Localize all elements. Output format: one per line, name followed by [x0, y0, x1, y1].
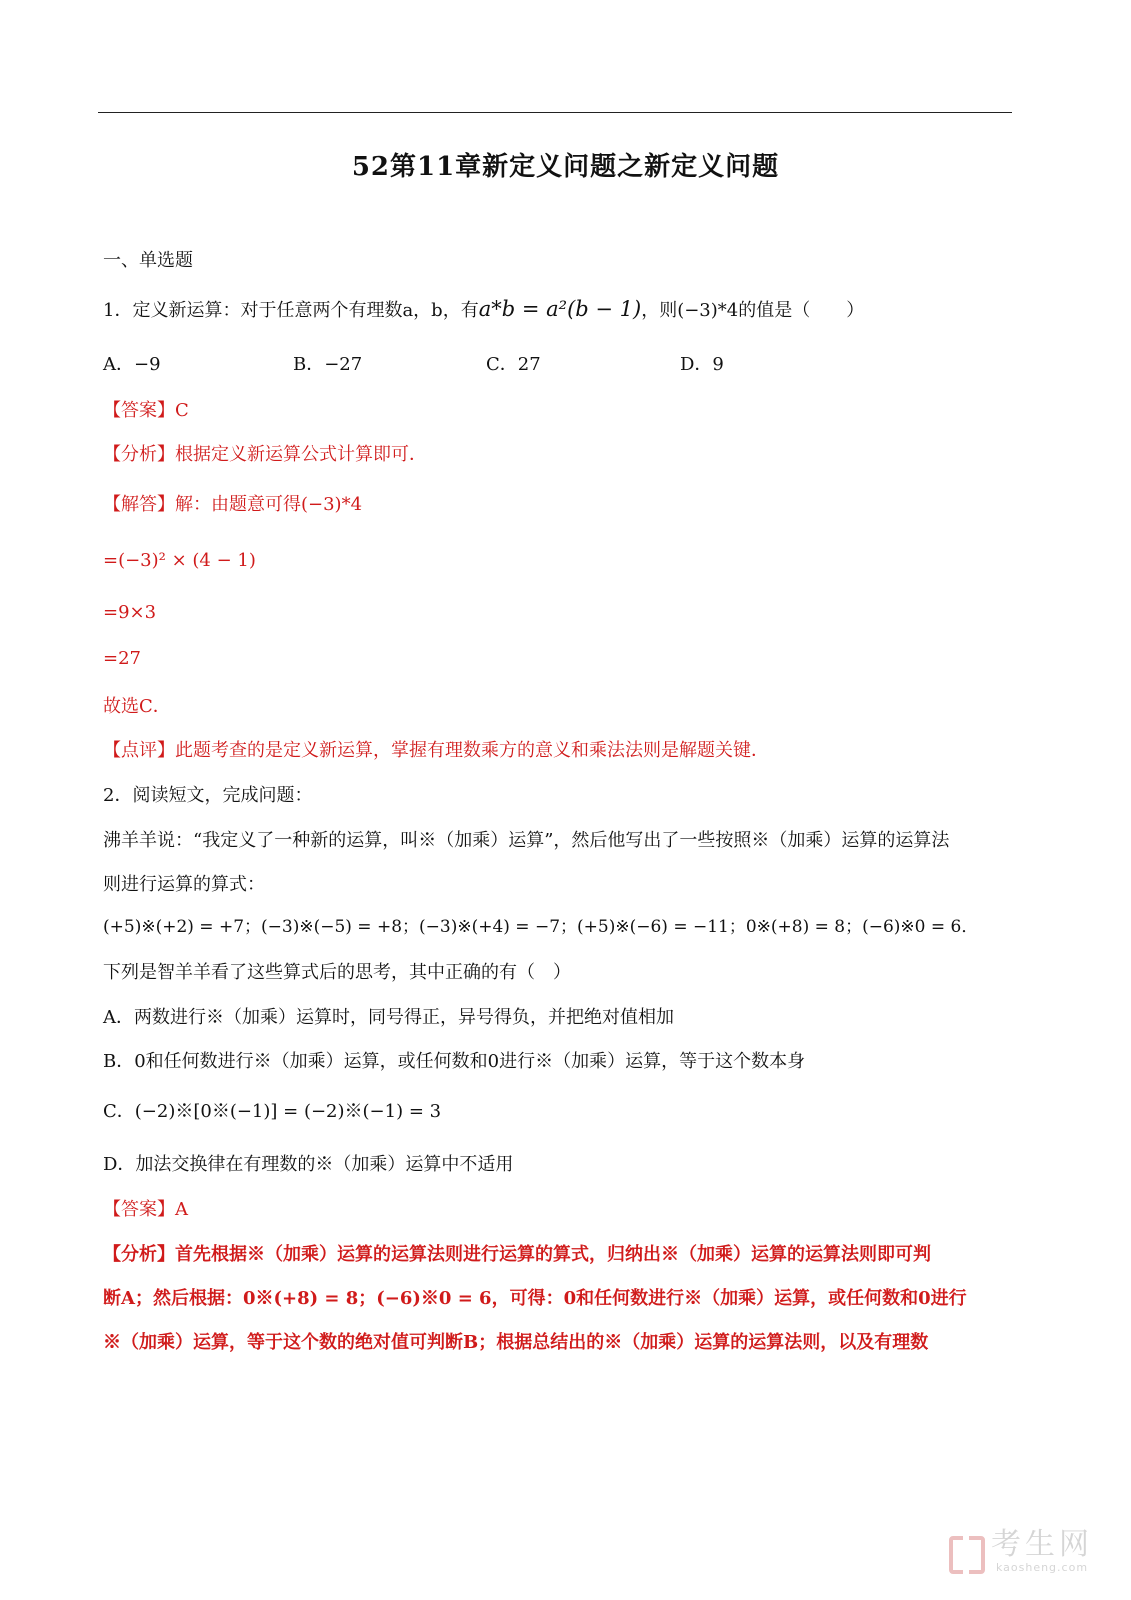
- q1-option-d: D．9: [680, 354, 724, 375]
- q2-option-a: A．两数进行※（加乘）运算时，同号得正，异号得负，并把绝对值相加: [103, 1007, 674, 1028]
- q2-para-1: 沸羊羊说：“我定义了一种新的运算，叫※（加乘）运算”，然后他写出了一些按照※（加乘）运算的运算法: [103, 830, 950, 851]
- header-rule: [98, 112, 1012, 113]
- q1-solution: 【解答】解：由题意可得(−3)*4: [103, 494, 363, 515]
- q2-question: 下列是智羊羊看了这些算式后的思考，其中正确的有（ ）: [103, 962, 571, 983]
- q2-stem: 2．阅读短文，完成问题：: [103, 785, 313, 806]
- q1-formula: a*b = a²(b − 1): [478, 297, 642, 321]
- q2-answer: 【答案】A: [103, 1199, 188, 1220]
- q1-option-c: C．27: [486, 354, 541, 375]
- q1-analysis: 【分析】根据定义新运算公式计算即可．: [103, 444, 427, 465]
- q1-step-2: =9×3: [103, 602, 157, 623]
- watermark-text: [991, 1529, 1093, 1574]
- page-title: 52第11章新定义问题之新定义问题: [351, 152, 780, 182]
- watermark: [949, 1529, 1093, 1574]
- q1-option-b: B．−27: [293, 354, 363, 375]
- q1-stem-text: 1．定义新运算：对于任意两个有理数a，b，有: [103, 300, 479, 321]
- q1-stem-tail: ，则(−3)*4的值是（ ）: [641, 300, 865, 321]
- watermark-url: kaosheng.com: [995, 1561, 1089, 1574]
- q2-analysis-line-2: 断A；然后根据：0※(+8) = 8；(−6)※0 = 6，可得：0和任何数进行※（加乘）运算，或任何数和0进行: [103, 1288, 967, 1309]
- q2-analysis-line-3: ※（加乘）运算，等于这个数的绝对值可判断B；根据总结出的※（加乘）运算的运算法则，以及有理数: [103, 1332, 929, 1353]
- watermark-logo-icon: [949, 1536, 985, 1574]
- q1-option-a: A．−9: [103, 354, 161, 375]
- q2-option-d: D．加法交换律在有理数的※（加乘）运算中不适用: [103, 1154, 514, 1175]
- q1-step-1: =(−3)² × (4 − 1): [103, 550, 256, 571]
- q1-step-4: 故选C．: [103, 696, 171, 717]
- q1-step-3: =27: [103, 648, 141, 669]
- q2-option-c: C．(−2)※[0※(−1)] = (−2)※(−1) = 3: [103, 1101, 442, 1122]
- q1-answer: 【答案】C: [103, 400, 189, 421]
- q2-para-2: 则进行运算的算式：: [103, 874, 265, 895]
- section-heading: 一、单选题: [103, 250, 193, 271]
- q1-stem: [103, 296, 864, 322]
- watermark-name: 考生网: [991, 1527, 1093, 1562]
- q1-comment: 【点评】此题考查的是定义新运算，掌握有理数乘方的意义和乘法法则是解题关键．: [103, 740, 769, 761]
- q2-equations: (+5)※(+2) = +7；(−3)※(−5) = +8；(−3)※(+4) = −7；(+5)※(−6) = −11；0※(+8) = 8；(−6)※0 = 6．: [103, 917, 979, 937]
- q2-analysis-line-1: 【分析】首先根据※（加乘）运算的运算法则进行运算的算式，归纳出※（加乘）运算的运算法则即可判: [103, 1244, 931, 1265]
- q2-option-b: B．0和任何数进行※（加乘）运算，或任何数和0进行※（加乘）运算，等于这个数本身: [103, 1051, 806, 1072]
